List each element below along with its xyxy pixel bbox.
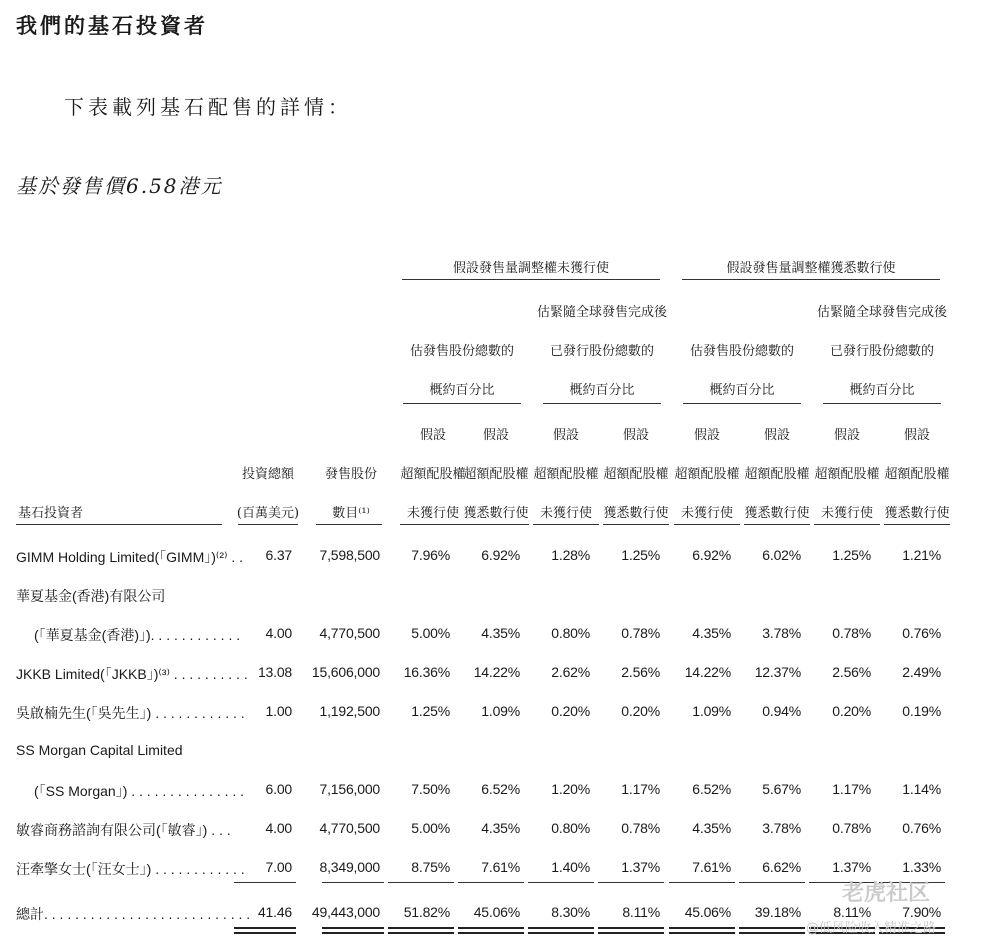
table-cell: 4.35% <box>481 625 520 641</box>
table-cell: 6.52% <box>481 781 520 797</box>
leaf-header-line: 未獲行使 <box>406 506 459 521</box>
table-cell: 0.94% <box>762 703 801 719</box>
table-cell: 6.92% <box>481 547 520 563</box>
table-cell: 4,770,500 <box>319 820 380 836</box>
table-cell: 1.17% <box>832 781 871 797</box>
total-double-rule <box>739 932 805 934</box>
table-cell: 6.52% <box>692 781 731 797</box>
table-cell: 4.35% <box>692 625 731 641</box>
table-cell: 1.00 <box>265 703 292 719</box>
table-cell: 14.22% <box>684 664 731 680</box>
leaf-header-line: 獲悉數行使 <box>603 506 669 521</box>
table-cell: 3.78% <box>762 820 801 836</box>
table-cell: 0.76% <box>902 820 941 836</box>
percentage-subheader-line: 估發售股份總數的 <box>689 344 794 359</box>
intro-paragraph: 下表載列基石配售的詳情： <box>64 95 352 119</box>
total-double-rule <box>458 927 524 929</box>
table-cell: 2.49% <box>902 664 941 680</box>
table-cell: 1.09% <box>692 703 731 719</box>
investor-header-rule <box>16 524 222 525</box>
total-cell: 7.90% <box>902 904 941 920</box>
table-cell: 0.80% <box>551 625 590 641</box>
table-cell: 7.61% <box>692 859 731 875</box>
percentage-subheader-line: 概約百分比 <box>429 383 495 398</box>
total-double-rule <box>458 932 524 934</box>
table-cell: 7,598,500 <box>319 547 380 563</box>
table-cell: 4.35% <box>481 820 520 836</box>
watermark-author: @低风险收入精准之路 <box>806 921 937 936</box>
table-cell: 0.20% <box>551 703 590 719</box>
leaf-header-line: 假設 <box>763 428 790 443</box>
total-cell: 8.30% <box>551 904 590 920</box>
investor-name: SS Morgan Capital Limited <box>16 742 183 758</box>
leaf-header-line: 超額配股權 <box>814 467 880 482</box>
subtotal-rule <box>669 882 735 883</box>
leaf-header-rule <box>603 524 669 525</box>
table-cell: 0.20% <box>832 703 871 719</box>
table-cell: 2.56% <box>621 664 660 680</box>
total-double-rule <box>234 927 296 929</box>
table-cell: 4.00 <box>265 820 292 836</box>
investor-name: JKKB Limited(「JKKB」)⁽³⁾ . . . . . . . . . . <box>16 666 248 682</box>
total-cell: 51.82% <box>403 904 450 920</box>
table-cell: 15,606,000 <box>311 664 380 680</box>
percentage-subheader-line: 估緊隨全球發售完成後 <box>816 305 947 320</box>
offer-price-subheading: 基於發售價6.58港元 <box>16 174 223 198</box>
total-double-rule <box>598 932 664 934</box>
total-double-rule <box>528 932 594 934</box>
subtotal-rule <box>234 882 296 883</box>
total-cell: 49,443,000 <box>311 904 380 920</box>
total-cell: 45.06% <box>684 904 731 920</box>
table-cell: 2.62% <box>551 664 590 680</box>
table-cell: 1.40% <box>551 859 590 875</box>
table-cell: 1.14% <box>902 781 941 797</box>
percentage-subheader-line: 概約百分比 <box>709 383 775 398</box>
leaf-header-rule <box>463 524 529 525</box>
investor-name: 敏睿商務諮詢有限公司(「敏睿」) . . . <box>16 822 231 838</box>
table-cell: 1,192,500 <box>319 703 380 719</box>
total-double-rule <box>234 932 296 934</box>
table-cell: 0.78% <box>832 625 871 641</box>
table-cell: 6.00 <box>265 781 292 797</box>
table-cell: 12.37% <box>754 664 801 680</box>
table-cell: 1.25% <box>832 547 871 563</box>
percentage-subheader-line: 估緊隨全球發售完成後 <box>536 305 667 320</box>
investor-name: (「SS Morgan」) . . . . . . . . . . . . . . . <box>34 783 245 799</box>
subtotal-rule <box>528 882 594 883</box>
percentage-subheader-line: 概約百分比 <box>849 383 915 398</box>
total-double-rule <box>669 927 735 929</box>
leaf-header-line: 超額配股權 <box>884 467 950 482</box>
table-cell: 6.37 <box>265 547 292 563</box>
investment-header-line: (百萬美元) <box>236 506 300 521</box>
table-cell: 0.80% <box>551 820 590 836</box>
table-cell: 14.22% <box>473 664 520 680</box>
subtotal-rule <box>388 882 454 883</box>
leaf-header-line: 假設 <box>693 428 720 443</box>
table-cell: 6.62% <box>762 859 801 875</box>
investor-name: 華夏基金(香港)有限公司 <box>16 588 166 604</box>
leaf-header-rule <box>884 524 950 525</box>
table-cell: 8.75% <box>411 859 450 875</box>
percentage-subheader-line: 估發售股份總數的 <box>409 344 514 359</box>
table-cell: 1.25% <box>621 547 660 563</box>
total-double-rule <box>388 932 454 934</box>
leaf-header-line: 超額配股權 <box>603 467 669 482</box>
total-double-rule <box>388 927 454 929</box>
shares-header-rule <box>316 524 382 525</box>
leaf-header-rule <box>674 524 740 525</box>
table-cell: 13.08 <box>257 664 292 680</box>
leaf-header-line: 假設 <box>833 428 860 443</box>
table-cell: 1.33% <box>902 859 941 875</box>
shares-header-line: 數目⁽¹⁾ <box>332 506 370 521</box>
table-cell: 0.19% <box>902 703 941 719</box>
table-cell: 1.25% <box>411 703 450 719</box>
total-cell: 39.18% <box>754 904 801 920</box>
leaf-header-line: 獲悉數行使 <box>463 506 529 521</box>
table-cell: 7.00 <box>265 859 292 875</box>
table-cell: 7.61% <box>481 859 520 875</box>
leaf-header-line: 假設 <box>419 428 446 443</box>
table-cell: 4.35% <box>692 820 731 836</box>
investor-name: 汪牽擎女士(「汪女士」) . . . . . . . . . . . . <box>16 861 245 877</box>
table-cell: 16.36% <box>403 664 450 680</box>
investor-name: 吳啟楠先生(「吳先生」) . . . . . . . . . . . . <box>16 705 245 721</box>
table-cell: 1.37% <box>621 859 660 875</box>
group-header-rule <box>682 279 940 280</box>
table-cell: 6.02% <box>762 547 801 563</box>
table-cell: 1.17% <box>621 781 660 797</box>
total-cell: 45.06% <box>473 904 520 920</box>
subtotal-rule <box>598 882 664 883</box>
percentage-subheader-rule <box>823 403 941 404</box>
table-cell: 1.21% <box>902 547 941 563</box>
total-cell: 8.11% <box>833 904 871 920</box>
total-double-rule <box>598 927 664 929</box>
table-cell: 7,156,000 <box>319 781 380 797</box>
percentage-subheader-rule <box>403 403 521 404</box>
percentage-subheader-line: 已發行股份總數的 <box>829 344 934 359</box>
table-cell: 0.78% <box>621 625 660 641</box>
total-double-rule <box>322 932 384 934</box>
leaf-header-line: 超額配股權 <box>400 467 466 482</box>
group-header-unexercised: 假設發售量調整權未獲行使 <box>452 261 609 276</box>
group-header-rule <box>402 279 660 280</box>
table-cell: 4.00 <box>265 625 292 641</box>
total-double-rule <box>322 927 384 929</box>
leaf-header-rule <box>814 524 880 525</box>
section-heading: 我們的基石投資者 <box>16 13 208 38</box>
leaf-header-line: 未獲行使 <box>680 506 733 521</box>
leaf-header-line: 超額配股權 <box>463 467 529 482</box>
leaf-header-line: 假設 <box>622 428 649 443</box>
table-cell: 6.92% <box>692 547 731 563</box>
table-cell: 7.96% <box>411 547 450 563</box>
table-cell: 0.76% <box>902 625 941 641</box>
leaf-header-line: 假設 <box>482 428 509 443</box>
table-cell: 0.78% <box>621 820 660 836</box>
leaf-header-line: 假設 <box>903 428 930 443</box>
leaf-header-line: 未獲行使 <box>539 506 592 521</box>
table-cell: 0.78% <box>832 820 871 836</box>
table-cell: 3.78% <box>762 625 801 641</box>
investment-header-line: 投資總額 <box>241 467 294 482</box>
total-double-rule <box>739 927 805 929</box>
subtotal-rule <box>458 882 524 883</box>
percentage-subheader-line: 概約百分比 <box>569 383 635 398</box>
table-cell: 1.28% <box>551 547 590 563</box>
table-cell: 7.50% <box>411 781 450 797</box>
total-double-rule <box>669 932 735 934</box>
leaf-header-rule <box>744 524 810 525</box>
table-cell: 5.67% <box>762 781 801 797</box>
table-cell: 8,349,000 <box>319 859 380 875</box>
investor-name: GIMM Holding Limited(「GIMM」)⁽²⁾ . . <box>16 549 244 565</box>
subtotal-rule <box>322 882 384 883</box>
percentage-subheader-rule <box>683 403 801 404</box>
leaf-header-line: 超額配股權 <box>533 467 599 482</box>
table-cell: 1.37% <box>832 859 871 875</box>
total-cell: 8.11% <box>622 904 660 920</box>
leaf-header-line: 超額配股權 <box>674 467 740 482</box>
leaf-header-line: 未獲行使 <box>820 506 873 521</box>
watermark-logo: 老虎社区 <box>842 881 931 906</box>
table-cell: 0.20% <box>621 703 660 719</box>
table-cell: 5.00% <box>411 820 450 836</box>
table-cell: 4,770,500 <box>319 625 380 641</box>
total-cell: 41.46 <box>257 904 292 920</box>
investment-header-rule <box>238 524 298 525</box>
subtotal-rule <box>739 882 805 883</box>
leaf-header-line: 獲悉數行使 <box>884 506 950 521</box>
table-cell: 5.00% <box>411 625 450 641</box>
investor-header: 基石投資者 <box>18 506 84 521</box>
total-double-rule <box>528 927 594 929</box>
leaf-header-line: 獲悉數行使 <box>744 506 810 521</box>
shares-header-line: 發售股份 <box>324 467 377 482</box>
total-label: 總計. . . . . . . . . . . . . . . . . . . . . . . . . . . <box>16 906 251 922</box>
investor-name: (「華夏基金(香港)」). . . . . . . . . . . . <box>34 627 241 643</box>
percentage-subheader-rule <box>543 403 661 404</box>
leaf-header-rule <box>533 524 599 525</box>
leaf-header-line: 假設 <box>552 428 579 443</box>
group-header-exercised: 假設發售量調整權獲悉數行使 <box>726 261 896 276</box>
table-cell: 1.20% <box>551 781 590 797</box>
leaf-header-line: 超額配股權 <box>744 467 810 482</box>
table-cell: 1.09% <box>481 703 520 719</box>
table-cell: 2.56% <box>832 664 871 680</box>
percentage-subheader-line: 已發行股份總數的 <box>549 344 654 359</box>
leaf-header-rule <box>400 524 466 525</box>
